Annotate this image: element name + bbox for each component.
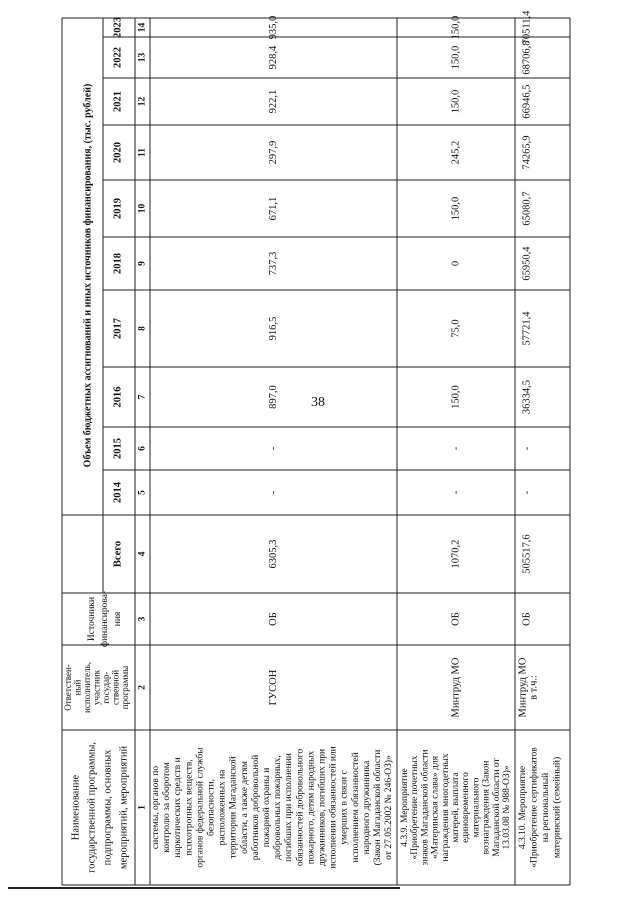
row-name-text: народного дружинника xyxy=(361,760,372,855)
row-year-value: 150,0 xyxy=(450,15,462,40)
row-name-text: материнский (семейный) xyxy=(552,756,563,859)
row-year-value: 150,0 xyxy=(450,89,462,114)
row-name-text: «Приобретение сертификатов xyxy=(529,747,540,868)
header-executor: ный xyxy=(72,679,83,696)
row-source: ОБ xyxy=(450,612,462,626)
row-name-text: умерших в связи с xyxy=(339,770,350,845)
header-year: 2018 xyxy=(112,253,124,274)
header-year: 2016 xyxy=(112,386,124,408)
header-year: 2019 xyxy=(112,198,124,219)
column-number: 8 xyxy=(137,326,148,331)
row-name-text: единовременного xyxy=(461,772,472,843)
row-year-value: 74265,9 xyxy=(521,135,533,170)
header-executor: исполнитель, xyxy=(82,662,92,713)
header-funding-title: Объем бюджетных ассигнований и иных источников финансирования, (тыс. рублей) xyxy=(82,83,94,468)
row-name-text: материального xyxy=(471,777,482,838)
row-name-text: от 27.05.2002 № 246-ОЗ)» xyxy=(384,755,395,860)
row-name-text: «Материнская слава» для xyxy=(430,756,441,859)
row-executor: Минтруд МО xyxy=(450,657,462,718)
row-name-text: работников добровольной xyxy=(250,754,261,861)
header-name: мероприятий, мероприятий xyxy=(118,745,130,870)
row-name-text: контролю за оборотом xyxy=(162,762,173,853)
header-year: 2015 xyxy=(112,438,124,459)
column-number: 14 xyxy=(137,22,148,33)
row-year-value: 737,3 xyxy=(268,251,279,276)
column-number: 3 xyxy=(137,616,148,622)
row-name-text: погибших при исполнении xyxy=(284,753,295,862)
row-source: ОБ xyxy=(268,612,279,626)
row-name-text: знаков Магаданской области xyxy=(420,749,431,866)
row-year-value: 57721,4 xyxy=(521,311,533,346)
row-name-text: 13.03.08 № 988-ОЗ)» xyxy=(502,765,512,850)
column-number: 1 xyxy=(137,805,148,810)
row-total: 505517,6 xyxy=(521,534,533,574)
row-name-text: органов федеральной службы xyxy=(195,747,206,868)
row-name-text: безопасности, xyxy=(206,779,217,836)
row-name-text: наркотических средств и xyxy=(173,757,184,858)
row-name-text: пожарной охраны и xyxy=(262,767,272,848)
row-name-text: 4.3.10. Мероприятие xyxy=(518,765,528,850)
row-total: 1070,2 xyxy=(450,539,462,569)
column-number: 4 xyxy=(137,551,148,557)
row-year-value: 897,0 xyxy=(268,385,279,409)
row-year-value: 245,2 xyxy=(450,140,462,165)
row-executor: Минтруд МО xyxy=(517,657,529,718)
row-year-value: 36334,5 xyxy=(521,379,533,415)
row-year-value: 75,0 xyxy=(450,319,462,338)
row-year-value: 65950,4 xyxy=(521,246,533,281)
header-executor: государ- xyxy=(101,671,111,704)
column-number: 7 xyxy=(137,394,148,400)
row-name-text: исполнением обязанностей xyxy=(350,752,361,863)
header-year: 2023 xyxy=(112,17,124,38)
row-year-value: 671,1 xyxy=(268,196,279,221)
header-source: Источники xyxy=(87,596,97,642)
row-year-value: 70511,4 xyxy=(521,10,533,45)
column-number: 9 xyxy=(137,261,148,266)
row-name-text: области, а также детям xyxy=(239,761,250,854)
header-executor: участник xyxy=(91,670,102,705)
row-year-value: 150,0 xyxy=(450,385,462,409)
row-year-value: - xyxy=(521,446,533,451)
funding-table xyxy=(62,10,570,885)
row-year-value: 65080,7 xyxy=(521,191,533,226)
row-year-value: 150,0 xyxy=(450,45,462,70)
column-number: 13 xyxy=(137,52,148,63)
row-executor: в т.ч.: xyxy=(528,675,540,700)
header-year: 2014 xyxy=(112,482,124,503)
header-name: подпрограммы, основных xyxy=(102,749,114,866)
row-year-value: 922,1 xyxy=(268,89,279,114)
row-year-value: 297,9 xyxy=(268,140,279,165)
row-name-text: «Приобретение почетных xyxy=(410,755,421,860)
row-year-value: 68706,8 xyxy=(521,40,533,75)
column-number: 6 xyxy=(137,446,148,451)
row-name-text: (Закон Магаданской области xyxy=(373,749,383,866)
header-total: Всего xyxy=(112,540,124,568)
column-number: 11 xyxy=(137,148,148,157)
header-source: финансирова- xyxy=(100,590,110,648)
row-year-value: 935,0 xyxy=(268,15,279,40)
header-executor: ственной xyxy=(110,669,121,706)
column-number: 10 xyxy=(137,203,148,214)
header-source: ния xyxy=(113,611,123,627)
row-year-value: - xyxy=(450,446,462,451)
row-year-value: 66946,5 xyxy=(521,84,533,119)
row-year-value: - xyxy=(268,446,279,451)
row-name-text: обязанностей добровольного xyxy=(295,748,306,867)
header-year: 2022 xyxy=(112,47,124,68)
row-year-value: 0 xyxy=(450,260,462,267)
row-name-text: системы, органов по xyxy=(151,765,161,850)
header-executor: Ответствен- xyxy=(63,664,73,711)
page-number: 38 xyxy=(311,395,325,410)
column-number: 2 xyxy=(137,685,148,690)
row-name-text: матерей, выплата xyxy=(451,772,461,843)
header-year: 2021 xyxy=(112,91,124,112)
row-name-text: вознаграждения (Закон xyxy=(481,760,492,855)
row-name-text: пожарного, детям народных xyxy=(306,750,317,865)
row-name-text: 4.3.9. Мероприятие xyxy=(400,768,410,847)
row-year-value: - xyxy=(521,490,533,495)
row-executor: ГУСОН xyxy=(268,669,279,706)
row-name-text: дружинников, погибших при xyxy=(317,748,328,867)
header-year: 2020 xyxy=(112,142,124,163)
header-executor: программы xyxy=(120,665,130,710)
row-name-text: исполнении обязанностей или xyxy=(328,746,339,869)
row-name-text: на региональный xyxy=(541,772,551,843)
header-name: государственной программы, xyxy=(86,742,98,873)
row-name-text: награждения многодетных xyxy=(440,753,451,862)
column-number: 12 xyxy=(137,96,148,107)
row-name-text: расположенных на xyxy=(217,769,228,846)
row-year-value: - xyxy=(450,490,462,495)
row-name-text: территории Магаданской xyxy=(228,756,239,859)
row-year-value: 150,0 xyxy=(450,196,462,221)
row-total: 6305,3 xyxy=(268,539,279,569)
header-year: 2017 xyxy=(112,318,124,339)
row-year-value: 916,5 xyxy=(268,316,279,341)
row-year-value: 928,4 xyxy=(268,45,279,70)
row-name-text: психотропных веществ, xyxy=(184,759,195,856)
header-name: Наименование xyxy=(70,774,82,841)
row-year-value: - xyxy=(268,490,279,495)
row-name-text: Магаданской области от xyxy=(491,758,502,857)
row-name-text: добровольных пожарных, xyxy=(273,755,284,860)
row-source: ОБ xyxy=(521,612,533,626)
column-number: 5 xyxy=(137,490,148,495)
